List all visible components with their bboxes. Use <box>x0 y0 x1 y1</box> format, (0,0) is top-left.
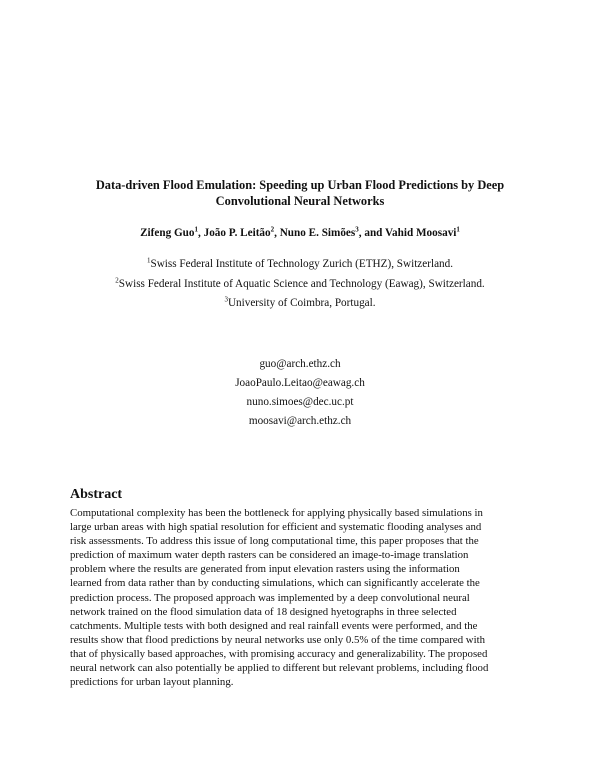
affiliation-mark: 3 <box>224 295 228 304</box>
affiliation-1 <box>0 257 600 271</box>
abstract-line: learned from data rather than by conducting simulations, which can significantly accelerate the <box>70 577 480 590</box>
abstract-line: network trained on the flood simulation data of 18 designed hyetographs in three selected <box>70 605 457 618</box>
abstract-body <box>70 506 540 689</box>
affiliation-text: Swiss Federal Institute of Technology Zurich (ETHZ), Switzerland. <box>150 258 454 270</box>
abstract-line: prediction of maximum water depth rasters can be considered an image-to-image translation <box>70 549 469 562</box>
email-simoes: nuno.simoes@dec.uc.pt <box>246 396 354 408</box>
author-name: Zifeng Guo <box>140 227 195 239</box>
abstract-line: predictions for urban layout planning. <box>70 676 234 689</box>
abstract-line: results show that flood predictions by neural networks use only 0.5% of the time compared with <box>70 633 485 646</box>
title-line-1: Data-driven Flood Emulation: Speeding up Urban Flood Predictions by Deep <box>95 178 505 192</box>
affiliation-mark: 2 <box>115 276 119 285</box>
email-leitao: JoaoPaulo.Leitao@eawag.ch <box>235 377 365 389</box>
author-separator: , and <box>358 227 385 239</box>
abstract-line: large urban areas with high spatial resolution for efficient and systematic flooding analyses and <box>70 521 482 534</box>
email-guo: guo@arch.ethz.ch <box>259 358 341 370</box>
email-moosavi: moosavi@arch.ethz.ch <box>248 415 352 427</box>
affiliation-text: Swiss Federal Institute of Aquatic Science and Technology (Eawag), Switzerland. <box>118 278 485 290</box>
author-separator: , <box>198 227 204 239</box>
author-name: Nuno E. Simões <box>279 227 356 239</box>
abstract-heading: Abstract <box>70 487 123 502</box>
paper-title <box>70 177 530 209</box>
affiliation-mark: 1 <box>146 256 151 265</box>
author-name: Vahid Moosavi <box>385 227 457 239</box>
abstract-line: catchments. Multiple tests with both designed and real rainfall events were performed, and the <box>70 619 478 632</box>
abstract-line: that of physically based approaches, with promising accuracy and generalizability. The proposed <box>70 647 488 660</box>
author-list <box>0 226 600 240</box>
author-affiliation-mark: 1 <box>456 225 460 234</box>
author-affiliation-mark: 3 <box>355 225 359 234</box>
affiliation-3 <box>0 296 600 310</box>
author-affiliation-mark: 1 <box>194 225 198 234</box>
author-name: João P. Leitão <box>203 227 271 239</box>
affiliation-text: University of Coimbra, Portugal. <box>227 297 376 309</box>
title-line-2: Convolutional Neural Networks <box>215 194 385 208</box>
abstract-line: risk assessments. To address this issue of long computational time, this paper proposes that the <box>70 535 479 548</box>
email-list <box>0 355 600 431</box>
abstract-line: Computational complexity has been the bottleneck for applying physically based simulations in <box>70 507 483 519</box>
author-affiliation-mark: 2 <box>270 225 275 234</box>
abstract-line: neural network can also potentially be applied to different but relevant problems, including flood <box>70 662 489 675</box>
abstract-line: problem where the results are generated from input elevation rasters using the information <box>70 563 460 576</box>
author-separator: , <box>274 227 280 239</box>
abstract-line: prediction process. The proposed approach was implemented by a deep convolutional neural <box>70 591 470 604</box>
affiliation-2 <box>0 277 600 291</box>
